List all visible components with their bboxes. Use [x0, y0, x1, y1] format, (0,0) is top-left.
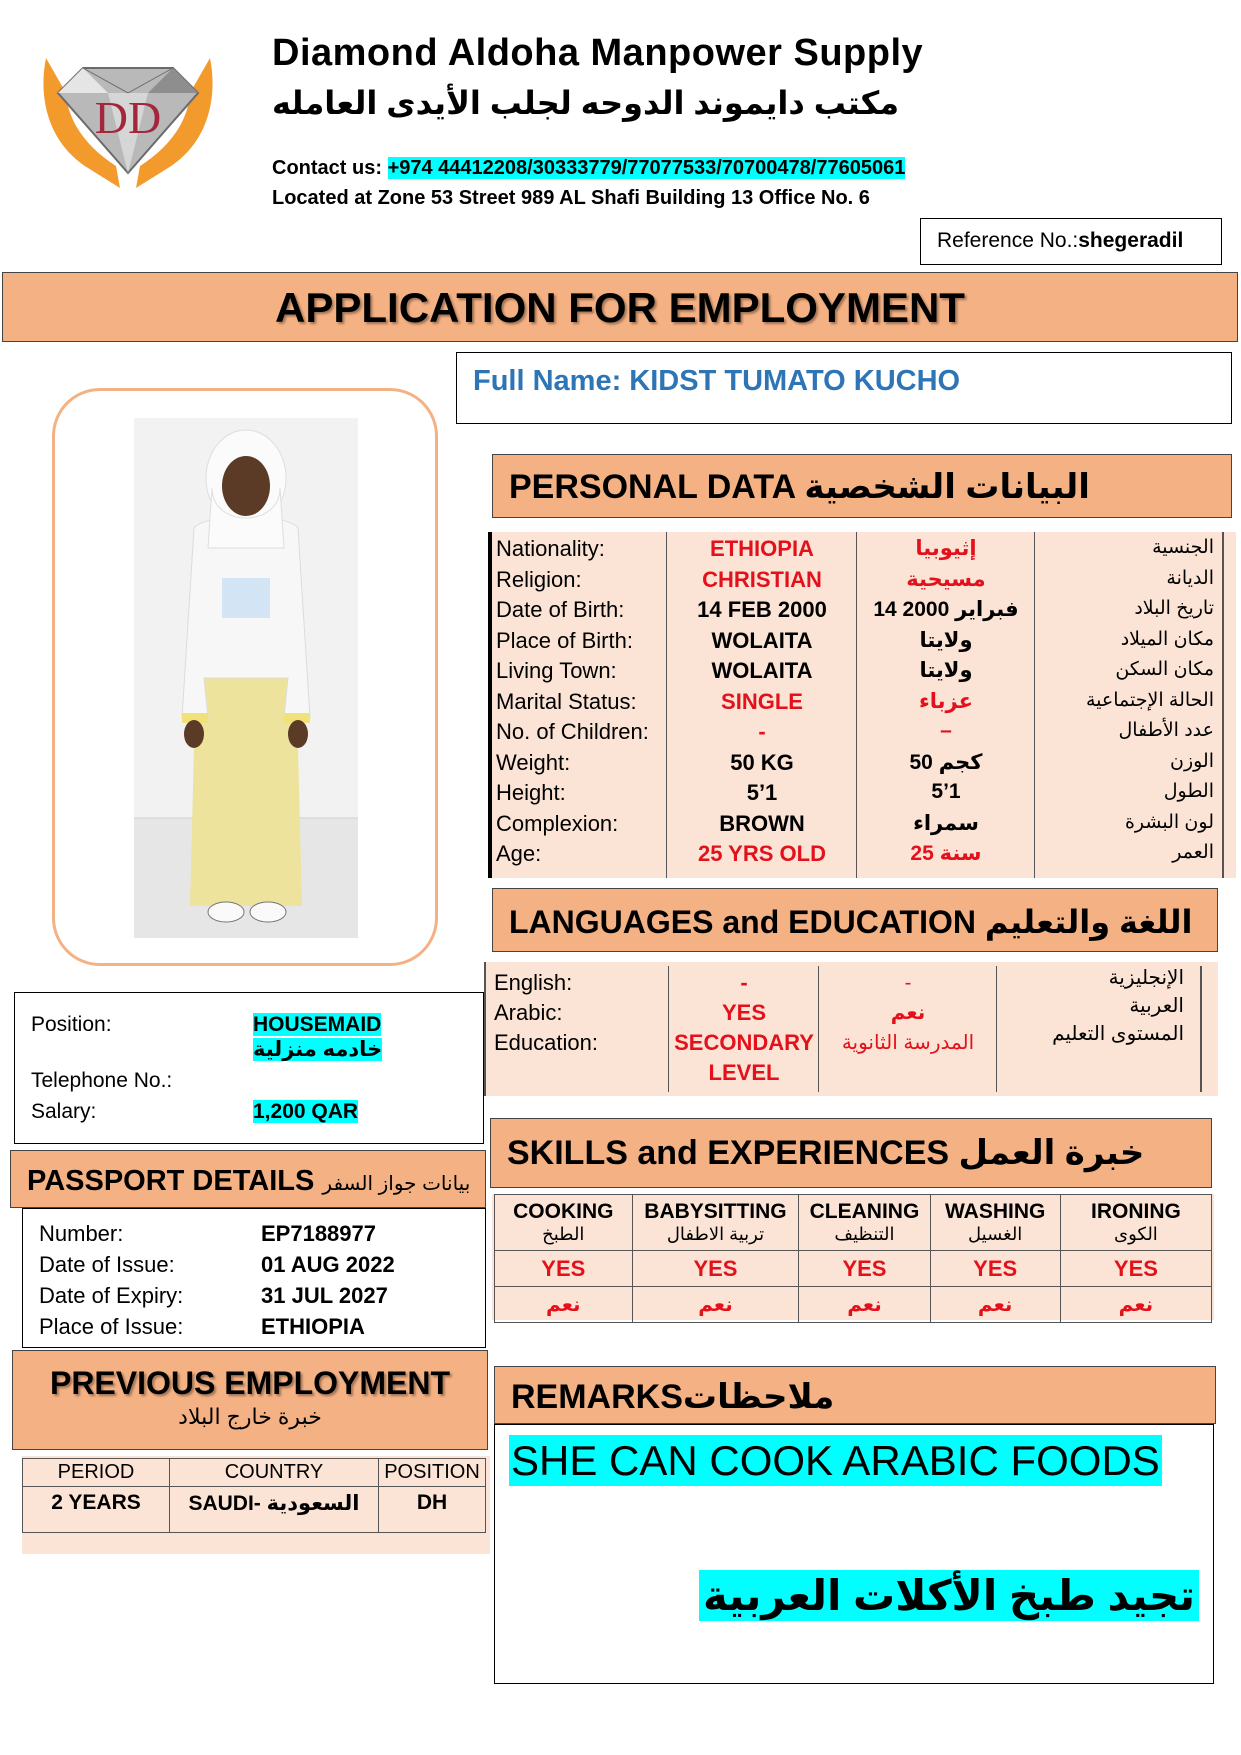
logo-letters: DD: [94, 92, 162, 143]
telephone-label: Telephone No.:: [31, 1069, 173, 1092]
personal-data-heading: PERSONAL DATA البيانات الشخصية: [492, 454, 1232, 518]
remarks-heading: REMARKSملاحظات: [494, 1366, 1216, 1424]
company-name-ar: مكتب دايموند الدوحه لجلب الأيدى العامله: [272, 85, 900, 121]
previous-employment-heading-ar: خبرة خارج البلاد: [178, 1404, 322, 1429]
skills-table: [492, 1194, 1214, 1320]
skill-name: IRONING الكوى: [1060, 1195, 1211, 1251]
skill-value-ar: نعم: [495, 1287, 633, 1323]
languages-heading: LANGUAGES and EDUCATION اللغة والتعليم: [492, 888, 1218, 952]
lang-label-english: English:: [494, 970, 573, 995]
prev-country-value: SAUDI- السعودية: [170, 1487, 379, 1533]
skill-name-ar: الكوى: [1113, 1224, 1158, 1244]
personal-label-ar: الجنسية: [1152, 537, 1214, 558]
skill-value-ar: نعم: [1060, 1287, 1211, 1323]
position-box: [14, 992, 484, 1144]
personal-label-ar: الطول: [1163, 781, 1214, 802]
passport-value: ETHIOPIA: [261, 1314, 365, 1339]
lang-label-arabic: Arabic:: [494, 1000, 563, 1025]
passport-value: EP7188977: [261, 1221, 376, 1246]
personal-value-ar: ولايتا: [919, 659, 973, 682]
lang-value-education-ar: المدرسة الثانوية: [841, 1032, 975, 1054]
personal-data-heading-ar: البيانات الشخصية: [804, 468, 1090, 506]
prev-position-value: DH: [379, 1487, 486, 1533]
personal-value: 50 KG: [730, 749, 794, 775]
personal-value-ar: 14 فبراير 2000: [873, 598, 1019, 621]
skill-name: CLEANING التنظيف: [799, 1195, 930, 1251]
personal-label-ar: لون البشرة: [1124, 811, 1214, 833]
skills-heading: SKILLS and EXPERIENCES خبرة العمل: [490, 1118, 1212, 1188]
personal-value: BROWN: [719, 810, 805, 836]
contact-line: Contact us: +974 44412208/30333779/77077533/70700478/77605061: [272, 157, 906, 179]
previous-employment-heading: PREVIOUS EMPLOYMENT خبرة خارج البلاد: [12, 1350, 488, 1450]
previous-employment-table: [22, 1456, 490, 1554]
position-value-ar: خادمه منزلية: [253, 1038, 383, 1061]
passport-label: Date of Issue:: [39, 1252, 175, 1277]
passport-box: [22, 1208, 486, 1348]
personal-label: Nationality:: [496, 536, 605, 561]
remarks-text-ar: تجيد طبخ الأكلات العربية: [699, 1570, 1199, 1621]
prev-period-value: 2 YEARS: [23, 1487, 170, 1533]
passport-label: Number:: [39, 1221, 124, 1246]
personal-value-ar: 25 سنة: [910, 842, 982, 865]
reference-value: shegeradil: [1078, 229, 1184, 252]
personal-label: Weight:: [496, 749, 571, 775]
personal-value-ar: –: [940, 719, 952, 742]
personal-label: Religion:: [496, 566, 582, 592]
lang-label-arabic-ar: العربية: [1129, 995, 1184, 1017]
personal-label: Living Town:: [496, 658, 617, 683]
personal-label: Date of Birth:: [496, 597, 625, 622]
personal-value: WOLAITA: [711, 658, 813, 683]
skill-name-ar: الغسيل: [968, 1224, 1023, 1244]
personal-value: 25 YRS OLD: [698, 841, 826, 866]
prev-col-position: POSITION: [379, 1459, 486, 1487]
lang-value-english: -: [740, 970, 748, 995]
skill-value: YES: [632, 1251, 799, 1287]
personal-value-ar: ولايتا: [919, 628, 973, 652]
passport-value: 31 JUL 2027: [261, 1283, 388, 1308]
full-name: Full Name: KIDST TUMATO KUCHO: [473, 365, 961, 397]
skill-value-ar: نعم: [930, 1287, 1060, 1323]
lang-value-arabic-ar: نعم: [890, 1002, 926, 1024]
lang-label-education-ar: المستوى التعليم: [1052, 1023, 1184, 1045]
lang-label-education: Education:: [494, 1030, 598, 1055]
personal-value-ar: 50 كجم: [909, 750, 983, 774]
skill-name: WASHING الغسيل: [930, 1195, 1060, 1251]
skills-heading-ar: خبرة العمل: [958, 1134, 1145, 1172]
personal-value-ar: مسيحية: [906, 567, 986, 591]
reference-box: Reference No.:shegeradil: [920, 218, 1222, 265]
personal-value: 14 FEB 2000: [697, 597, 827, 622]
company-logo: [28, 38, 228, 198]
personal-data-table: [488, 532, 1236, 878]
passport-value: 01 AUG 2022: [261, 1252, 395, 1277]
remarks-box: [494, 1424, 1214, 1684]
skill-value: YES: [930, 1251, 1060, 1287]
passport-label: Place of Issue:: [39, 1314, 184, 1339]
lang-label-english-ar: الإنجليزية: [1108, 967, 1184, 989]
passport-heading: PASSPORT DETAILS بيانات جواز السفر: [10, 1150, 486, 1208]
prev-col-country: COUNTRY: [170, 1459, 379, 1487]
personal-label: Marital Status:: [496, 688, 637, 714]
skill-value-ar: نعم: [632, 1287, 799, 1323]
personal-label: Complexion:: [496, 810, 619, 836]
full-name-box: [456, 352, 1232, 424]
languages-table: [484, 962, 1218, 1096]
personal-label: Age:: [496, 841, 542, 866]
personal-label: No. of Children:: [496, 719, 649, 744]
contact-phones: +974 44412208/30333779/77077533/70700478/77605061: [387, 157, 906, 179]
skill-name: COOKING الطبخ: [495, 1195, 633, 1251]
personal-label-ar: عدد الأطفال: [1118, 720, 1214, 741]
personal-label-ar: تاريخ البلاد: [1134, 598, 1214, 619]
office-address: Located at Zone 53 Street 989 AL Shafi Building 13 Office No. 6: [272, 187, 870, 209]
prev-col-period: PERIOD: [23, 1459, 170, 1487]
personal-label: Height:: [496, 780, 566, 805]
personal-value: -: [758, 719, 766, 744]
personal-label: Place of Birth:: [496, 627, 633, 653]
passport-heading-ar: بيانات جواز السفر: [322, 1173, 471, 1195]
skill-value: YES: [799, 1251, 930, 1287]
personal-value-ar: سمراء: [913, 811, 979, 835]
remarks-text-en: SHE CAN COOK ARABIC FOODS: [511, 1437, 1160, 1484]
personal-value: 5’1: [746, 780, 778, 805]
personal-label-ar: مكان السكن: [1115, 659, 1214, 680]
skill-value: YES: [1060, 1251, 1211, 1287]
personal-value: CHRISTIAN: [702, 566, 822, 592]
page-title: APPLICATION FOR EMPLOYMENT: [2, 272, 1238, 342]
applicant-photo: [134, 418, 358, 938]
skill-value: YES: [495, 1251, 633, 1287]
skill-name-ar: الطبخ: [542, 1224, 585, 1244]
personal-label-ar: الديانة: [1166, 567, 1214, 589]
personal-value: SINGLE: [721, 688, 803, 714]
personal-label-ar: الحالة الإجتماعية: [1086, 689, 1214, 711]
salary-value: 1,200 QAR: [253, 1100, 359, 1123]
personal-label-ar: مكان الميلاد: [1120, 628, 1214, 650]
company-name-en: Diamond Aldoha Manpower Supply: [272, 32, 924, 74]
skill-value-ar: نعم: [799, 1287, 930, 1323]
languages-heading-ar: اللغة والتعليم: [984, 904, 1193, 940]
personal-value: ETHIOPIA: [710, 536, 814, 561]
lang-value-arabic: YES: [721, 1000, 767, 1025]
personal-value: WOLAITA: [711, 627, 813, 653]
salary-label: Salary:: [31, 1100, 97, 1123]
skill-name-ar: تربية الاطفال: [666, 1224, 765, 1244]
personal-value-ar: 5’1: [931, 780, 961, 803]
passport-label: Date of Expiry:: [39, 1283, 184, 1308]
personal-label-ar: الوزن: [1169, 750, 1214, 772]
lang-value-english-ar: -: [904, 972, 912, 994]
personal-value-ar: إثيوبيا: [915, 537, 977, 560]
skill-name: BABYSITTING تربية الاطفال: [632, 1195, 799, 1251]
position-label: Position:: [31, 1013, 112, 1036]
position-value: HOUSEMAID: [253, 1013, 382, 1036]
skill-name-ar: التنظيف: [834, 1224, 895, 1244]
personal-label-ar: العمر: [1172, 842, 1214, 863]
lang-value-education: SECONDARY LEVEL: [674, 1030, 814, 1085]
personal-value-ar: عزباء: [919, 689, 973, 713]
